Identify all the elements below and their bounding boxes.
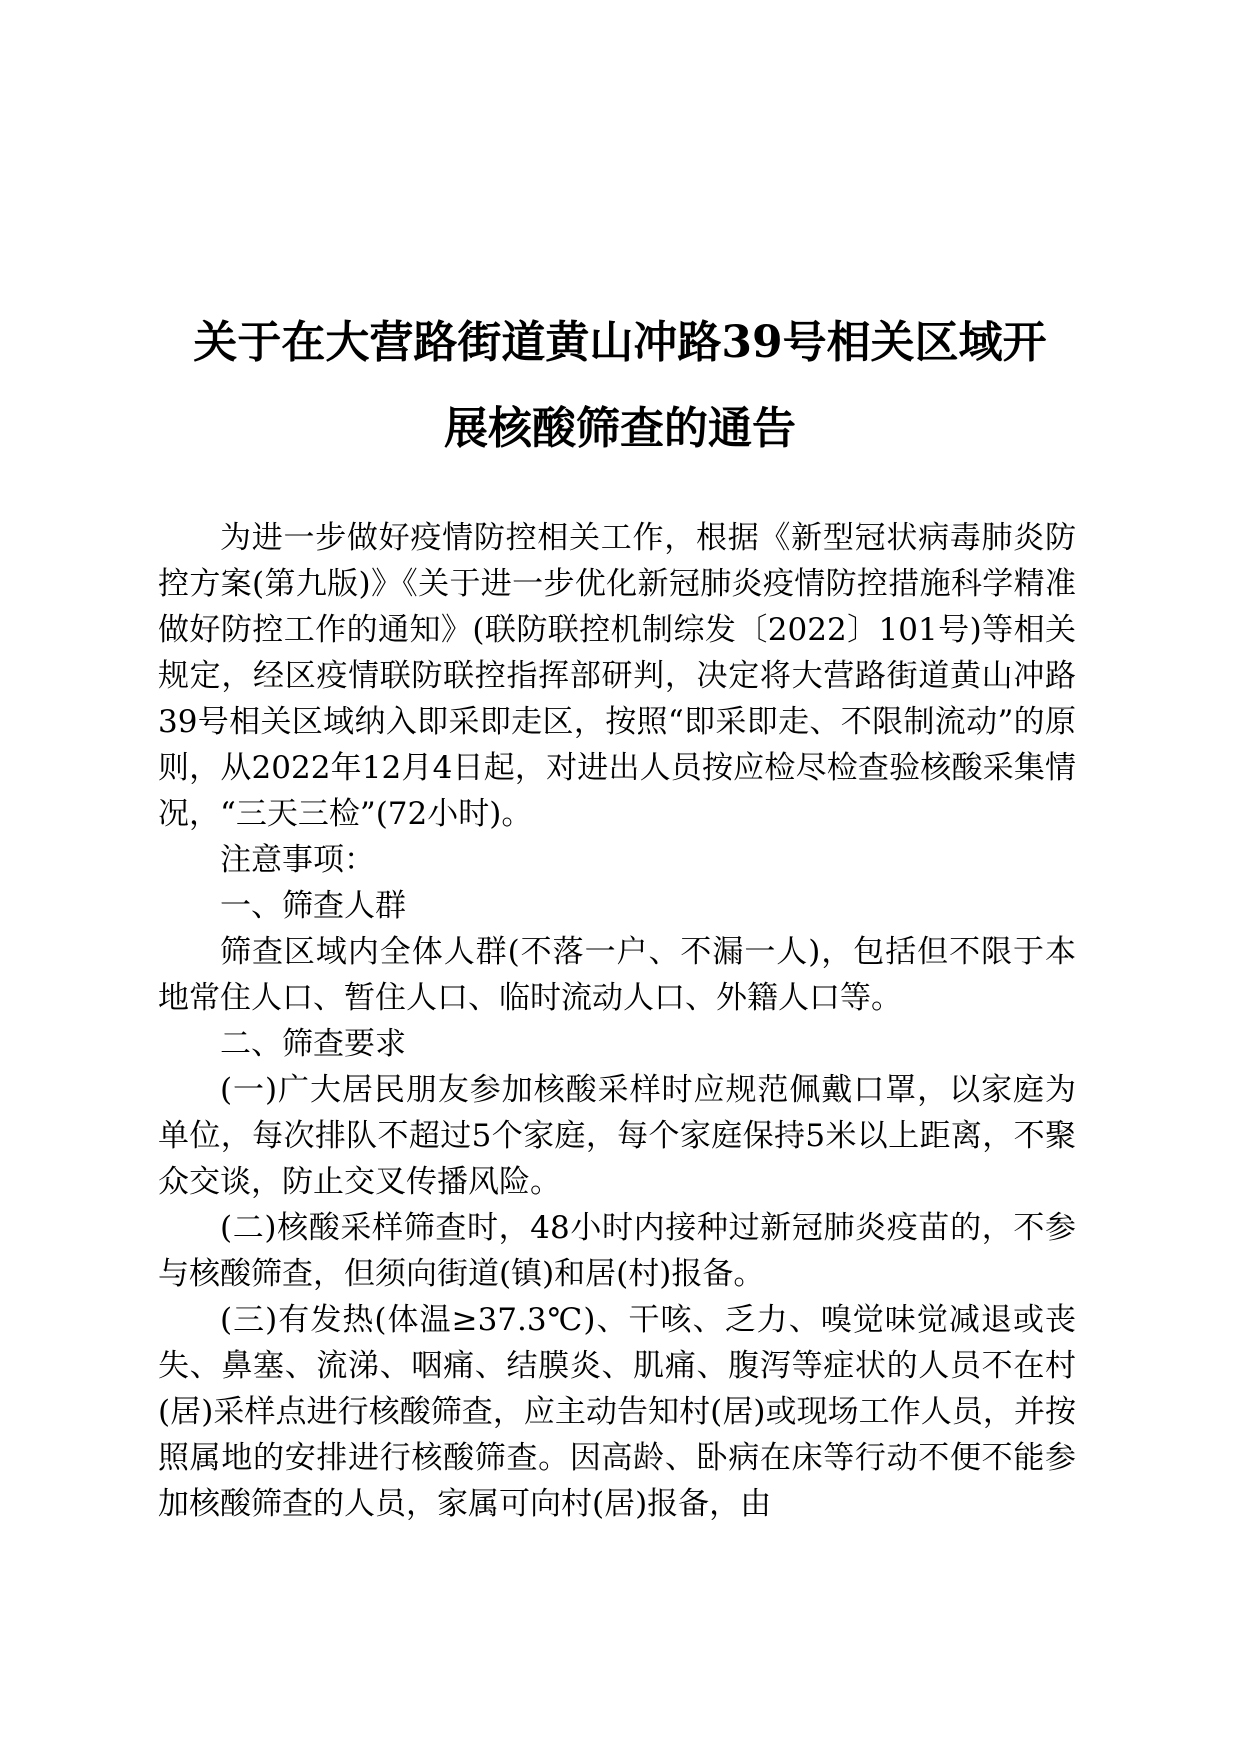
document-title	[120, 300, 1120, 472]
title-line-2: 展核酸筛查的通告	[444, 403, 796, 454]
requirement-2-paragraph: (二)核酸采样筛查时，48小时内接种过新冠肺炎疫苗的，不参与核酸筛查，但须向街道(镇)和居(村)报备。	[158, 1210, 1076, 1292]
requirement-3-paragraph: (三)有发热(体温≥37.3℃)、干咳、乏力、嗅觉味觉减退或丧失、鼻塞、流涕、咽痛、结膜炎、肌痛、腹泻等症状的人员不在村(居)采样点进行核酸筛查，应主动告知村(居)或现场工作人员，并按照属地的安排进行核酸筛查。因高龄、卧病在床等行动不便不能参加核酸筛查的人员，家属可向村(居)报备，由	[158, 1302, 1076, 1522]
requirement-1-paragraph: (一)广大居民朋友参加核酸采样时应规范佩戴口罩，以家庭为单位，每次排队不超过5个家庭，每个家庭保持5米以上距离，不聚众交谈，防止交叉传播风险。	[158, 1072, 1076, 1200]
document-body	[158, 515, 1076, 1527]
notes-heading: 注意事项：	[220, 842, 375, 878]
section-1-heading: 一、筛查人群	[220, 888, 406, 924]
section-1-paragraph: 筛查区域内全体人群(不落一户、不漏一人)，包括但不限于本地常住人口、暂住人口、临时流动人口、外籍人口等。	[158, 934, 1076, 1016]
intro-paragraph: 为进一步做好疫情防控相关工作，根据《新型冠状病毒肺炎防控方案(第九版)》《关于进一步优化新冠肺炎疫情防控措施科学精准做好防控工作的通知》(联防联控机制综发〔2022〕101号)等相关规定，经区疫情联防联控指挥部研判，决定将大营路街道黄山冲路39号相关区域纳入即采即走区，按照“即采即走、不限制流动”的原则，从2022年12月4日起，对进出人员按应检尽检查验核酸采集情况，“三天三检”(72小时)。	[158, 520, 1076, 832]
title-line-1: 关于在大营路街道黄山冲路39号相关区域开	[193, 317, 1047, 368]
section-2-heading: 二、筛查要求	[220, 1026, 406, 1062]
